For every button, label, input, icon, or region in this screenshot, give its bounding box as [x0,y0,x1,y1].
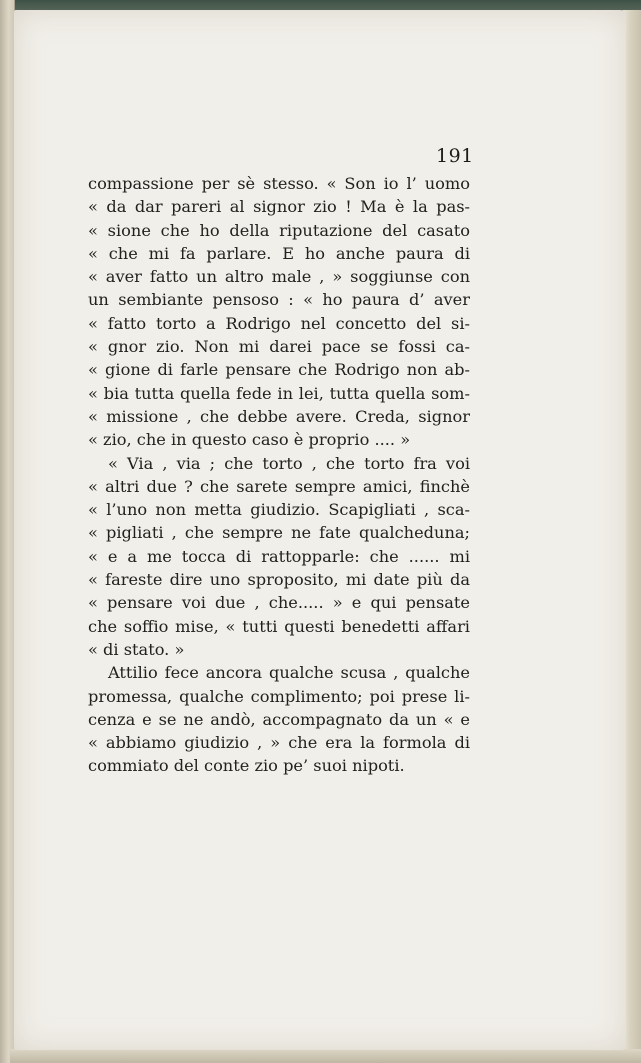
text-line: commiato del conte zio pe’ suoi nipoti. [88,756,405,776]
text-line: « e a me tocca di rattopparle: che ...... mi [88,546,470,566]
body-text [88,172,470,778]
text-line: « Via , via ; che torto , che torto fra voi [108,453,470,473]
text-line: « che mi fa parlare. E ho anche paura di [88,243,470,263]
text-line: « gione di farle pensare che Rodrigo non ab- [88,360,470,380]
text-line: cenza e se ne andò, accompagnato da un « e [88,709,470,729]
text-line: « gnor zio. Non mi darei pace se fossi ca- [88,337,470,357]
text-line: « abbiamo giudizio , » che era la formola di [88,733,470,753]
page-number: 191 [436,145,474,167]
text-line: « bia tutta quella fede in lei, tutta quella som- [88,383,470,403]
text-line: « fareste dire uno sproposito, mi date più da [88,570,470,590]
text-line: « aver fatto un altro male , » soggiunse con [88,267,470,287]
text-line: « missione , che debbe avere. Creda, signor [88,406,470,426]
text-line: « l’uno non metta giudizio. Scapigliati , sca- [88,500,470,520]
text-line: « da dar pareri al signor zio ! Ma è la pas- [88,197,470,217]
text-line: « pensare voi due , che..... » e qui pensate [88,593,470,613]
text-line: « pigliati , che sempre ne fate qualcheduna; [88,523,470,543]
text-line: « fatto torto a Rodrigo nel concetto del si- [88,313,470,333]
text-line: Attilio fece ancora qualche scusa , qualche [108,663,470,683]
text-line: « altri due ? che sarete sempre amici, finchè [88,476,470,496]
text-line: « zio, che in questo caso è proprio .... » [88,430,411,450]
text-line: « sione che ho della riputazione del casato [88,220,470,240]
bottom-page-stack-edge [10,1049,641,1063]
text-line: un sembiante pensoso : « ho paura d’ aver [88,290,470,310]
left-page-edge [0,0,15,1063]
text-line: che soffio mise, « tutti questi benedetti affari [88,616,470,636]
text-line: « di stato. » [88,639,185,659]
text-line: compassione per sè stesso. « Son io l’ uomo [88,174,470,193]
text-line: promessa, qualche complimento; poi prese li- [88,686,470,706]
